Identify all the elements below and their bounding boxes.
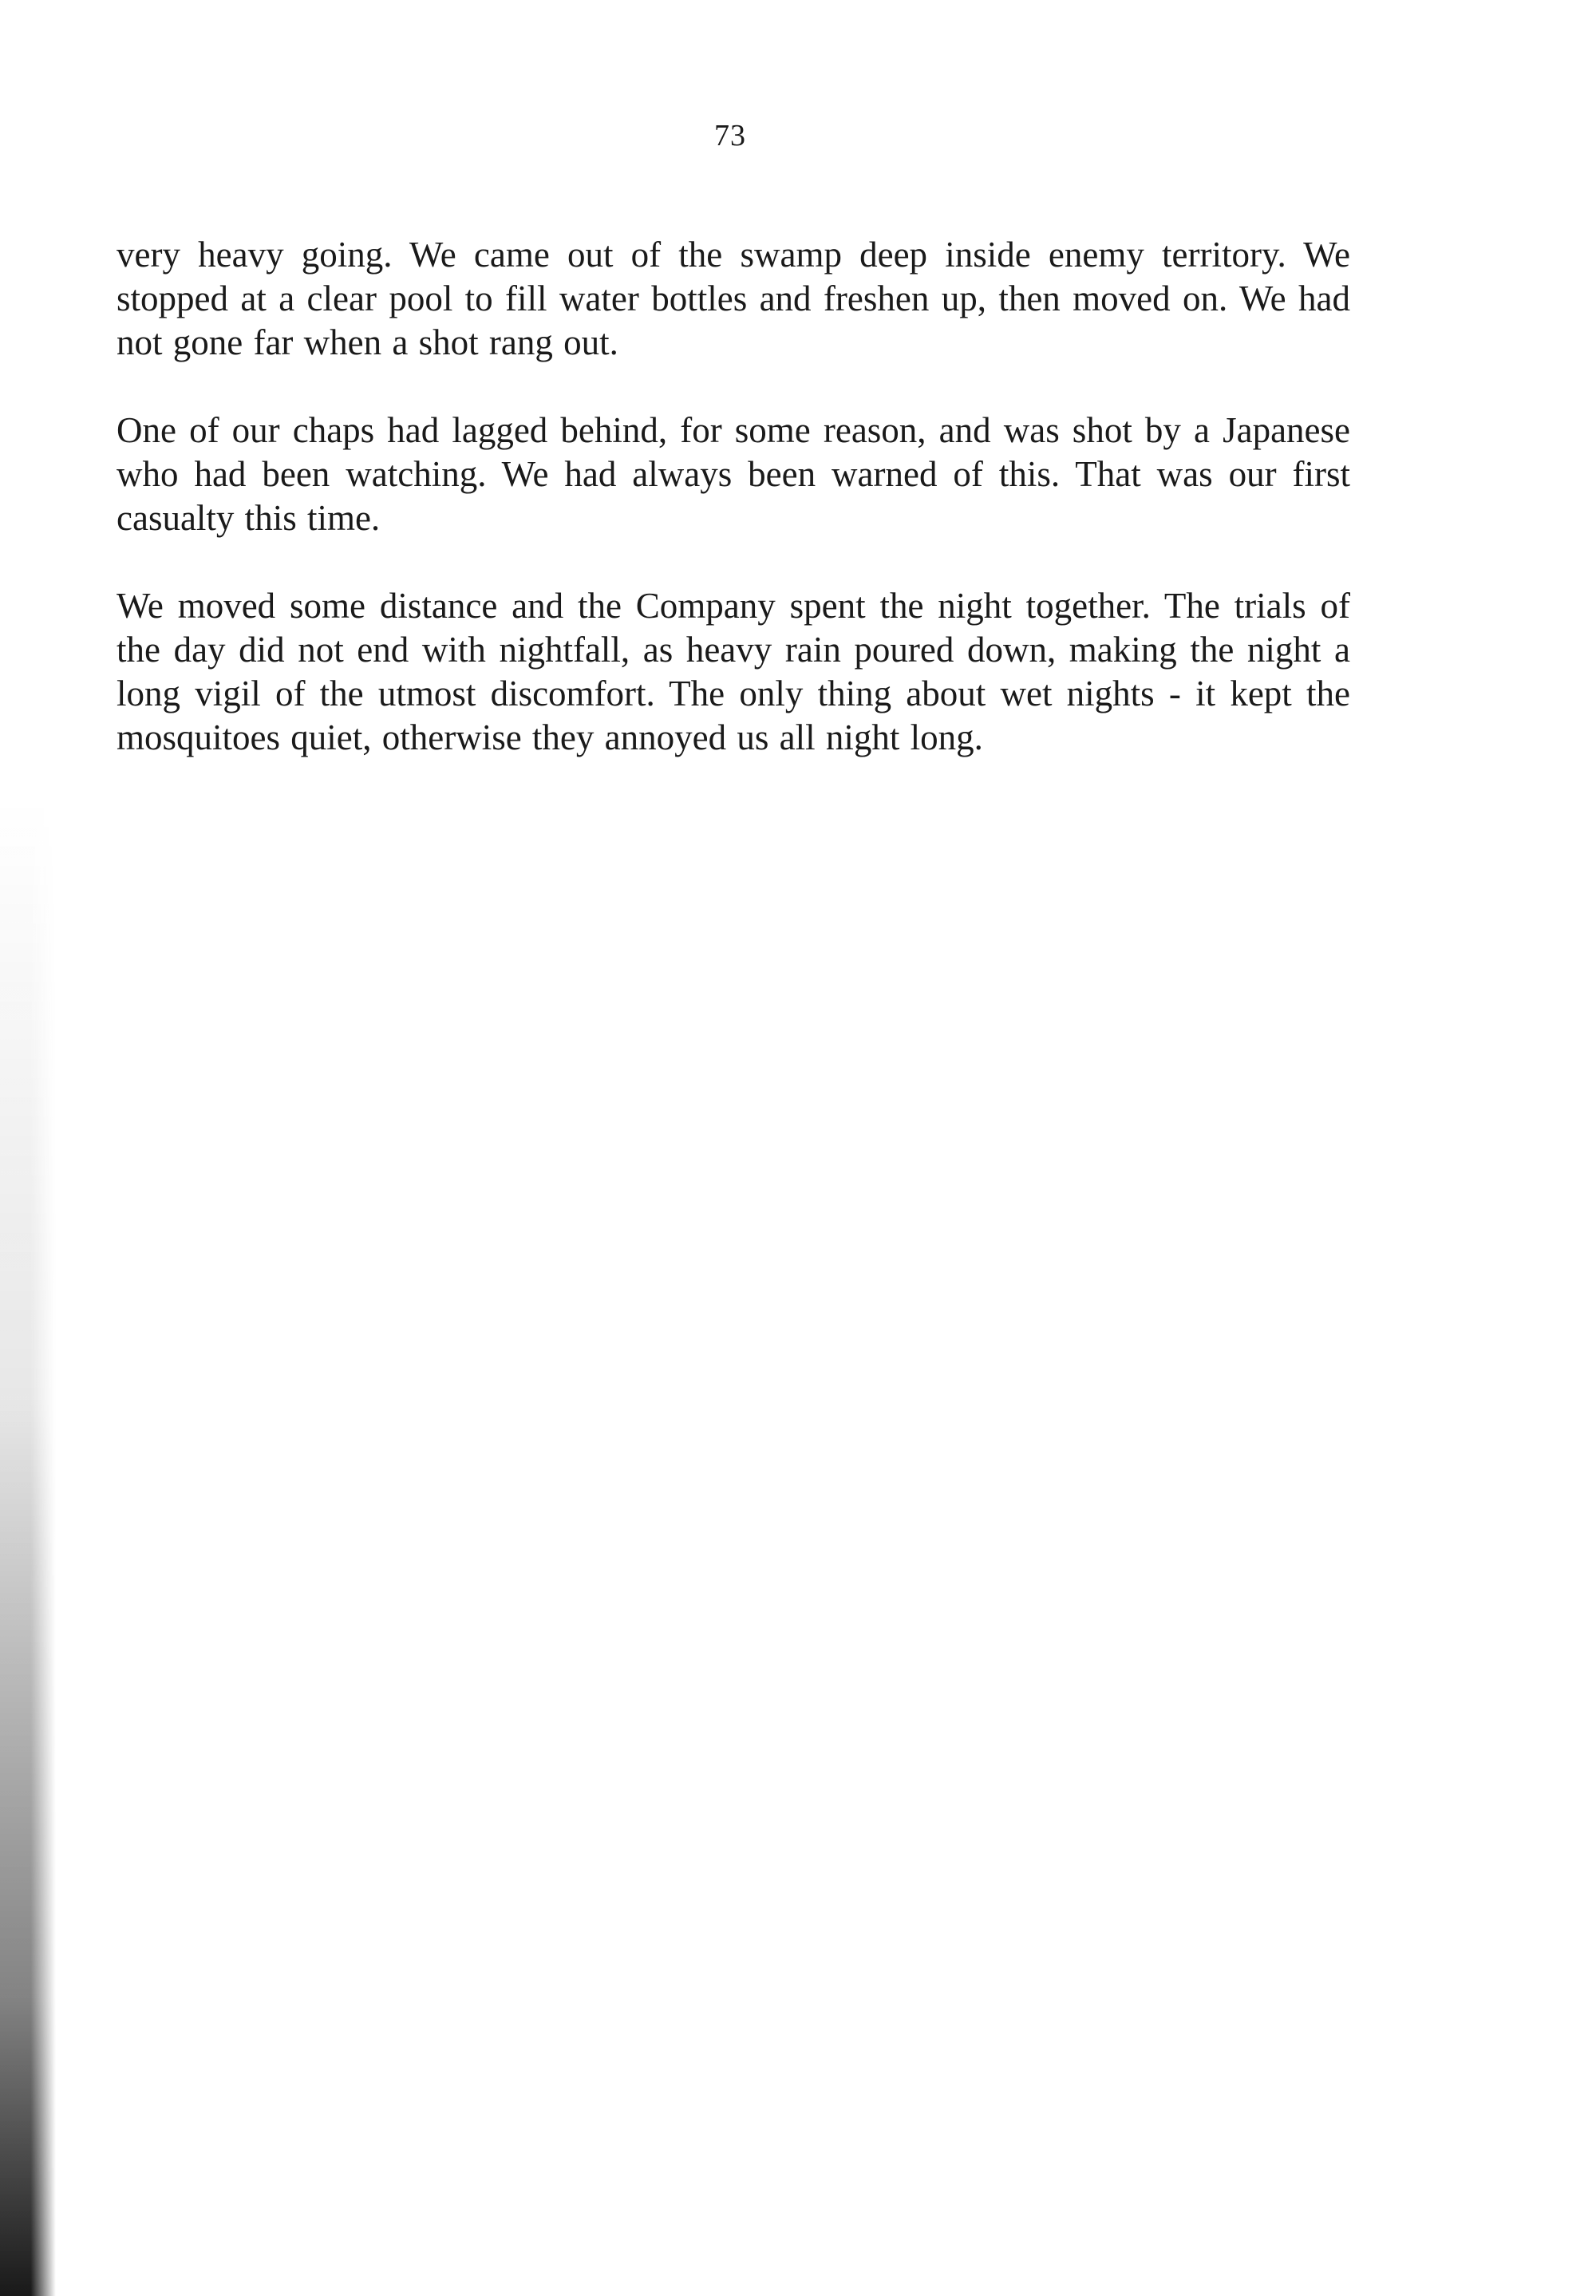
- paragraph-text: very heavy going. We came out of the swamp deep inside enemy territory. We stopped at a clear pool to fill water bottles and freshen up, then moved on. We had not gone far when a shot rang out.: [117, 235, 1350, 362]
- paragraph-text: We moved some distance and the Company spent the night together. The trials of the day did not end with nightfall, as heavy rain poured down, making the night a long vigil of the utmost discomfort. The only thing about wet nights - it kept the mosquitoes quiet, otherwise they annoyed us all night long.: [117, 586, 1350, 757]
- page-number: 73: [714, 119, 746, 152]
- paragraph-3: [117, 584, 1350, 760]
- paragraph-1: [117, 233, 1350, 365]
- scan-shadow-edge: [0, 798, 56, 2296]
- paragraph-2: [117, 409, 1350, 540]
- scan-shadow-gradient: [0, 798, 56, 2296]
- paragraph-text: One of our chaps had lagged behind, for some reason, and was shot by a Japanese who had been watching. We had always been warned of this. That was our first casualty this time.: [117, 410, 1350, 538]
